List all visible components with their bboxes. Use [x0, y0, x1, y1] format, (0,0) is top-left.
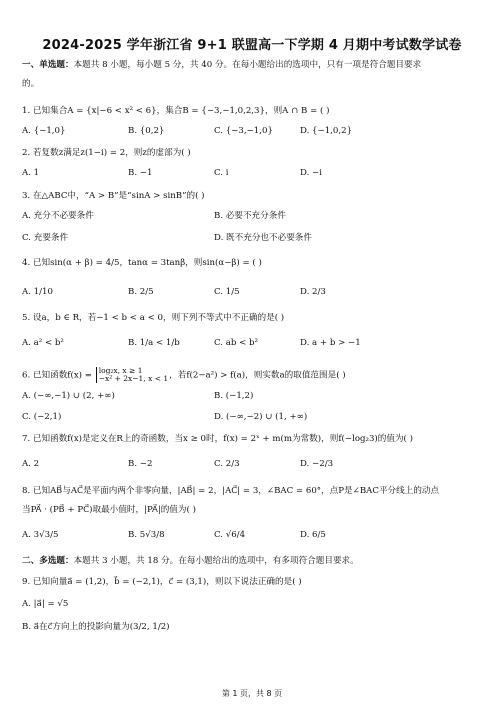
page-title: 2024-2025 学年浙江省 9+1 联盟高一下学期 4 月期中考试数学试卷 [42, 38, 462, 53]
q2-option-b: B. −1 [128, 168, 153, 178]
q3-option-a: A. 充分不必要条件 [22, 211, 94, 221]
q1-option-c: C. {−3,−1,0} [214, 126, 273, 136]
q7-option-a: A. 2 [22, 459, 40, 469]
q6-stem-end: ，若f(2−a²) > f(a)，则实数a的取值范围是( ) [169, 370, 346, 381]
section2-desc: 本题共 3 小题，共 18 分。在每小题给出的选项中，有多项符合题目要求。 [73, 556, 359, 566]
q4-option-d: D. 2/3 [300, 287, 326, 297]
q4-option-c: C. 1/5 [214, 287, 240, 297]
q9-option-a: A. |a⃗| = √5 [22, 599, 69, 609]
q9-option-b: B. a⃗在c⃗方向上的投影向量为(3/2, 1/2) [22, 622, 170, 632]
q1-stem: 1. 已知集合A = {x|−6 < x² < 6}，集合B = {−3,−1,0,2,3}，则A ∩ B = ( ) [22, 106, 330, 116]
q3-option-c: C. 充要条件 [22, 233, 69, 243]
q4-option-a: A. 1/10 [22, 287, 53, 297]
q9-stem: 9. 已知向量a⃗ = (1,2)，b⃗ = (−2,1)，c⃗ = (3,1)，则以下说法正确的是( ) [22, 577, 302, 587]
page-footer: 第 1 页，共 8 页 [221, 689, 283, 698]
q5-option-b: B. 1/a < 1/b [128, 338, 180, 348]
q8-stem: 8. 已知AB⃗与AC⃗是平面内两个非零向量，|AB⃗| = 2，|AC⃗| = 3，∠BAC = 60°，点P是∠BAC平分线上的动点 [22, 486, 440, 496]
q7-option-c: C. 2/3 [214, 459, 240, 469]
section1-desc: 本题共 8 小题，每小题 5 分，共 40 分。在每小题给出的选项中，只有一项是符合题目要求 [73, 60, 422, 70]
q5-option-a: A. a² < b² [22, 338, 64, 348]
q1-option-d: D. {−1,0,2} [300, 126, 353, 136]
section1-desc-cont: 的。 [22, 79, 40, 89]
q3-option-b: B. 必要不充分条件 [214, 211, 286, 221]
q8-option-a: A. 3√3/5 [22, 530, 59, 540]
q1-option-b: B. {0,2} [128, 126, 165, 136]
q7-option-d: D. −2/3 [300, 459, 334, 469]
q8-stem-cont: 当PA⃗ · (PB⃗ + PC⃗)取最小值时，|PA⃗|的值为( ) [22, 505, 196, 515]
q7-option-b: B. −2 [128, 459, 153, 469]
q6-piecewise [96, 367, 168, 383]
q6-option-b: B. (−1,2) [214, 391, 254, 401]
q6-option-c: C. (−2,1) [22, 412, 62, 422]
q5-option-d: D. a + b > −1 [300, 338, 361, 348]
section2-header [22, 556, 359, 567]
q8-option-b: B. 5√3/8 [128, 530, 165, 540]
section1-header [22, 60, 421, 71]
q6-option-d: D. (−∞,−2) ∪ (1, +∞) [214, 412, 308, 422]
q1-option-a: A. {−1,0} [22, 126, 66, 136]
q5-option-c: C. ab < b² [214, 338, 258, 348]
q8-option-c: C. √6/4 [214, 530, 246, 540]
q3-stem: 3. 在△ABC中，“A > B”是“sinA > sinB”的( ) [22, 191, 205, 201]
q7-stem: 7. 已知函数f(x)是定义在R上的奇函数，当x ≥ 0时，f(x) = 2ˣ + m(m为常数)，则f(−log₂3)的值为( ) [22, 434, 413, 444]
q2-stem: 2. 若复数z满足z(1−i) = 2，则z的虚部为( ) [22, 148, 191, 158]
q6-piece-bottom: −x² + 2x−1, x < 1 [98, 374, 169, 383]
q8-option-d: D. 6/5 [300, 530, 326, 540]
q2-option-d: D. −i [300, 168, 322, 178]
q3-option-d: D. 既不充分也不必要条件 [214, 233, 312, 243]
q2-option-a: A. 1 [22, 168, 40, 178]
q5-stem: 5. 设a，b ∈ R，若−1 < b < a < 0，则下列不等式中不正确的是( ) [22, 313, 285, 323]
q4-option-b: B. 2/5 [128, 287, 154, 297]
q2-option-c: C. i [214, 168, 229, 178]
q4-stem: 4. 已知sin(α + β) = 4/5，tanα = 3tanβ，则sin(α−β) = ( ) [22, 258, 262, 268]
q6-stem [22, 367, 346, 383]
q6-stem-start: 6. 已知函数f(x) = [22, 370, 95, 381]
section1-heading: 一、单选题： [22, 60, 74, 70]
q6-option-a: A. (−∞,−1) ∪ (2, +∞) [22, 391, 115, 401]
q6-piece-top: log₂x, x ≥ 1 [98, 366, 143, 375]
section2-heading: 二、多选题： [22, 556, 74, 566]
